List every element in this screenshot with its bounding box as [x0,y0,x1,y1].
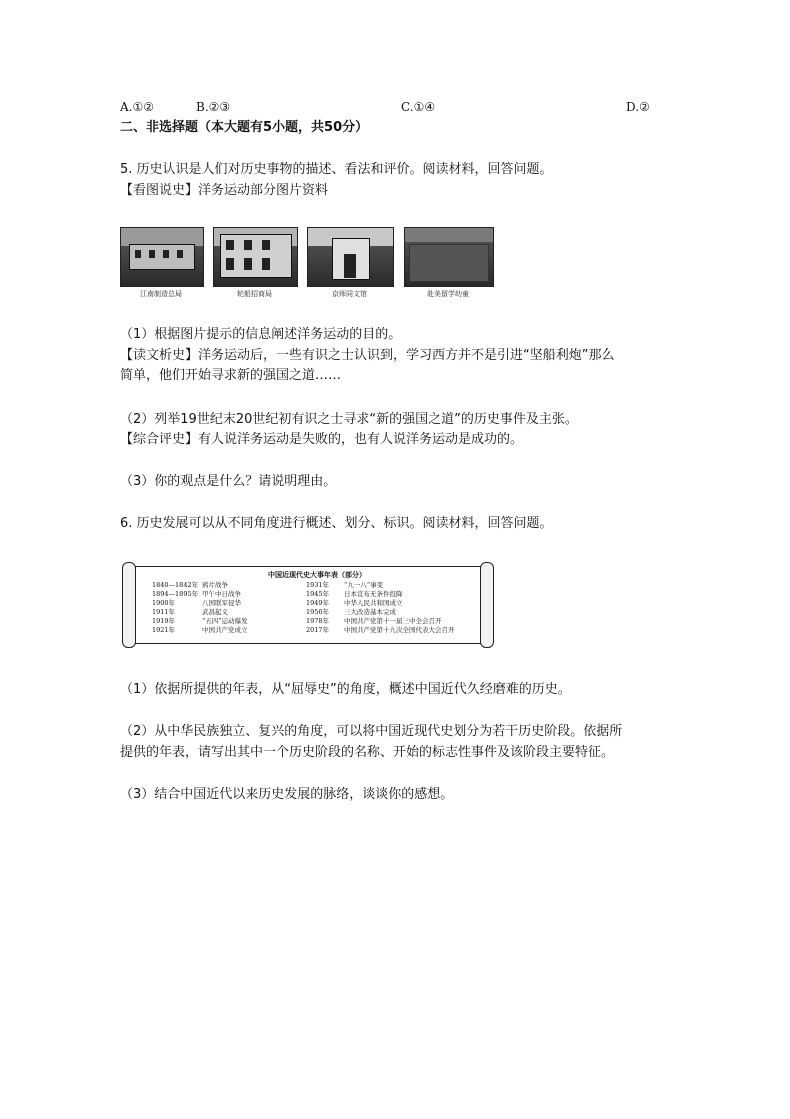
q5-read-line2: 简单，他们开始寻求新的强国之道…… [120,368,342,383]
option-a: A.①② [120,100,154,114]
scroll-roll-left [122,562,136,648]
timeline-year: 1919年 [152,617,176,625]
option-b: B.②③ [196,100,231,114]
photo-tongwen-guan [307,227,394,287]
timeline-event: 三大改造基本完成 [344,608,396,616]
timeline-year: 1945年 [306,590,330,598]
caption-students: 赴美留学幼童 [427,290,469,298]
timeline-event: 鸦片战争 [202,581,228,589]
photo-merchants-steam [213,227,298,287]
q5-read-line1: 【读文析史】洋务运动后，一些有识之士认识到，学习西方并不是引进“坚船利炮”那么 [120,348,615,363]
caption-jiangnan: 江南制造总局 [140,290,182,298]
q5-picture-label: 【看图说史】洋务运动部分图片资料 [120,183,329,198]
q6-sub2-line1: （2）从中华民族独立、复兴的角度，可以将中国近现代史划分为若干历史阶段。依据所 [120,724,623,739]
option-c: C.①④ [401,100,436,114]
timeline-year: 1956年 [306,608,330,616]
scroll-roll-right [480,562,494,648]
q6-sub3: （3）结合中国近代以来历史发展的脉络，谈谈你的感想。 [120,787,454,802]
option-d: D.② [626,100,650,114]
timeline-year: 1900年 [152,599,176,607]
q5-sub3: （3）你的观点是什么？请说明理由。 [120,474,337,489]
timeline-year: 1978年 [306,617,330,625]
caption-tongwen: 京师同文馆 [332,290,367,298]
timeline-event: “五四”运动爆发 [202,617,248,625]
timeline-event: 甲午中日战争 [202,590,241,598]
photo-students-usa [404,227,494,287]
timeline-event: 中国共产党第十一届三中全会召开 [344,617,442,625]
caption-merchants: 轮船招商局 [237,290,272,298]
timeline-event: 八国联军侵华 [202,599,241,607]
photo-jiangnan-arsenal [120,227,204,287]
timeline-year: 1840—1842年 [152,581,199,589]
timeline-event: 武昌起义 [202,608,228,616]
timeline-event: “九一八”事变 [344,581,384,589]
timeline-year: 1949年 [306,599,330,607]
timeline-event: 中华人民共和国成立 [344,599,403,607]
timeline-event: 中国共产党成立 [202,626,248,634]
q5-stem: 5. 历史认识是人们对历史事物的描述、看法和评价。阅读材料，回答问题。 [120,162,553,177]
q5-eval-line: 【综合评史】有人说洋务运动是失败的，也有人说洋务运动是成功的。 [120,432,524,447]
timeline-scroll [122,562,494,646]
q6-sub1: （1）依据所提供的年表，从“屈辱史”的角度，概述中国近代久经磨难的历史。 [120,682,571,697]
section-title: 二、非选择题（本大题有5小题，共50分） [120,120,369,135]
timeline-event: 日本宣布无条件投降 [344,590,403,598]
q5-sub1: （1）根据图片提示的信息阐述洋务运动的目的。 [120,327,402,342]
timeline-year: 1911年 [152,608,176,616]
timeline-year: 1894—1895年 [152,590,199,598]
q6-sub2-line2: 提供的年表，请写出其中一个历史阶段的名称、开始的标志性事件及该阶段主要特征。 [120,745,615,760]
q6-stem: 6. 历史发展可以从不同角度进行概述、划分、标识。阅读材料，回答问题。 [120,516,553,531]
timeline-year: 1931年 [306,581,330,589]
timeline-year: 1921年 [152,626,176,634]
timeline-title: 中国近现代史大事年表（部分） [268,570,366,579]
timeline-event: 中国共产党第十九次全国代表大会召开 [344,626,455,634]
q5-sub2: （2）列举19世纪末20世纪初有识之士寻求“新的强国之道”的历史事件及主张。 [120,412,578,427]
timeline-year: 2017年 [306,626,330,634]
